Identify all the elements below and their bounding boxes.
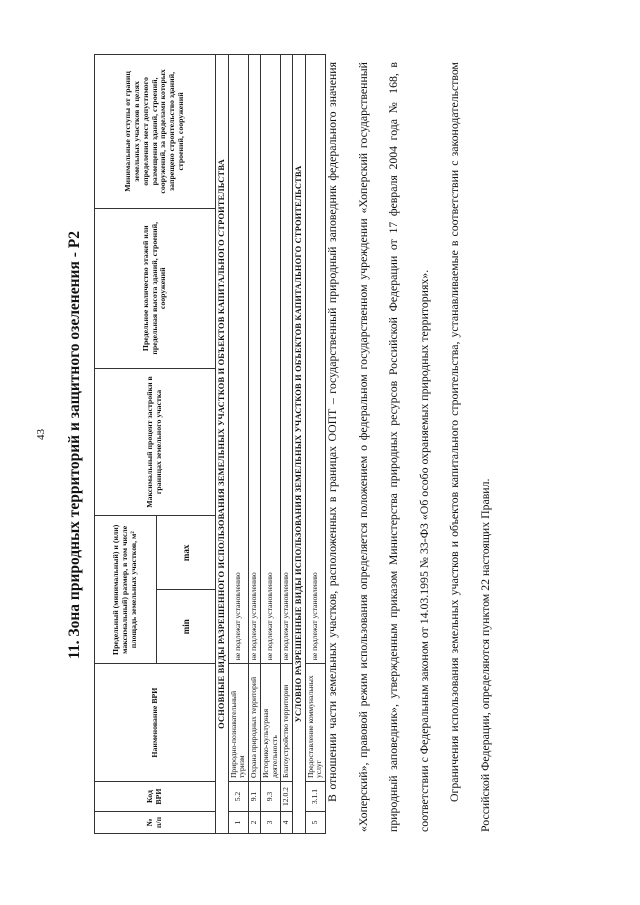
- page-title: 11. Зона природных территорий и защитного озеленения - Р2: [66, 231, 83, 659]
- table-header-row: [95, 55, 157, 834]
- row-code: 9.1: [249, 782, 261, 812]
- row-value: не подлежат установлению: [305, 55, 325, 664]
- row-value: не подлежат установлению: [228, 55, 248, 664]
- rotated-content: [62, 50, 622, 840]
- row-num: 3: [260, 812, 280, 834]
- table-row: [228, 55, 248, 834]
- row-num: 5: [305, 812, 325, 834]
- body-text: [317, 62, 500, 832]
- zone-table: [94, 54, 326, 834]
- header-floors: Предельное количество этажей или предельная высота зданий, строений, сооружений: [95, 208, 216, 368]
- section-row: [292, 55, 305, 834]
- row-code: 9.3: [260, 782, 280, 812]
- paragraph: Ограничения использования земельных участков и объектов капитального строительства, устанавливаемые в соответствии с законодательством Российской Федерации, определяются пунктом 22 настоящих Правил.: [447, 62, 492, 832]
- row-value: не подлежат установлению: [281, 55, 293, 664]
- page-number: 43: [35, 429, 47, 440]
- header-code: Код ВРИ: [95, 782, 216, 812]
- header-name: Наименование ВРИ: [95, 664, 216, 782]
- row-value: не подлежат установлению: [260, 55, 280, 664]
- section-title: УСЛОВНО РАЗРЕШЕННЫЕ ВИДЫ ИСПОЛЬЗОВАНИЯ ЗЕМЕЛЬНЫХ УЧАСТКОВ И ОБЪЕКТОВ КАПИТАЛЬНОГО СТРОИТЕЛЬСТВА: [292, 55, 305, 834]
- row-value: не подлежат установлению: [249, 55, 261, 664]
- row-code: 5.2: [228, 782, 248, 812]
- row-name: Предоставление коммунальных услуг: [305, 664, 325, 782]
- header-setback: Минимальные отступы от границ земельных участков в целях определения мест допустимого размещения зданий, строений, сооружений, за пределами которых запрещено строительство зданий, строений, сооружений: [95, 55, 216, 209]
- row-code: 3.1.1: [305, 782, 325, 812]
- row-num: 2: [249, 812, 261, 834]
- table-row: [281, 55, 293, 834]
- header-max: max: [156, 516, 216, 590]
- table-row: [260, 55, 280, 834]
- header-percent: Максимальный процент застройки в границах земельного участка: [95, 368, 216, 516]
- section-row: [216, 55, 229, 834]
- row-name: Природно-познавательный туризм: [228, 664, 248, 782]
- section-title: ОСНОВНЫЕ ВИДЫ РАЗРЕШЕННОГО ИСПОЛЬЗОВАНИЯ ЗЕМЕЛЬНЫХ УЧАСТКОВ И ОБЪЕКТОВ КАПИТАЛЬНОГО СТРОИТЕЛЬСТВА: [216, 55, 229, 834]
- row-name: Охрана природных территорий: [249, 664, 261, 782]
- header-num: № п/п: [95, 812, 216, 834]
- header-size: Предельный (минимальный) и (или) максимальный) размер, в том числе площадь земельных участков, м²: [95, 516, 157, 664]
- table-row: [249, 55, 261, 834]
- row-num: 1: [228, 812, 248, 834]
- header-min: min: [156, 590, 216, 664]
- paragraph: В отношении части земельных участков, расположенных в границах ООПТ – государственный природный заповедник федерального значения «Хоперский», правовой режим использования определяется положением о федеральном государственном учреждении «Хоперский государственный природный заповедник», утвержденным приказом Министерства природных ресурсов Российской Федерации от 17 февраля 2004 года № 168, в соответствии с Федеральным законом от 14.03.1995 № 33-ФЗ «Об особо охраняемых природных территориях».: [325, 62, 431, 832]
- row-code: 12.0.2: [281, 782, 293, 812]
- row-name: Историко-культурная деятельность: [260, 664, 280, 782]
- row-name: Благоустройство территории: [281, 664, 293, 782]
- row-num: 4: [281, 812, 293, 834]
